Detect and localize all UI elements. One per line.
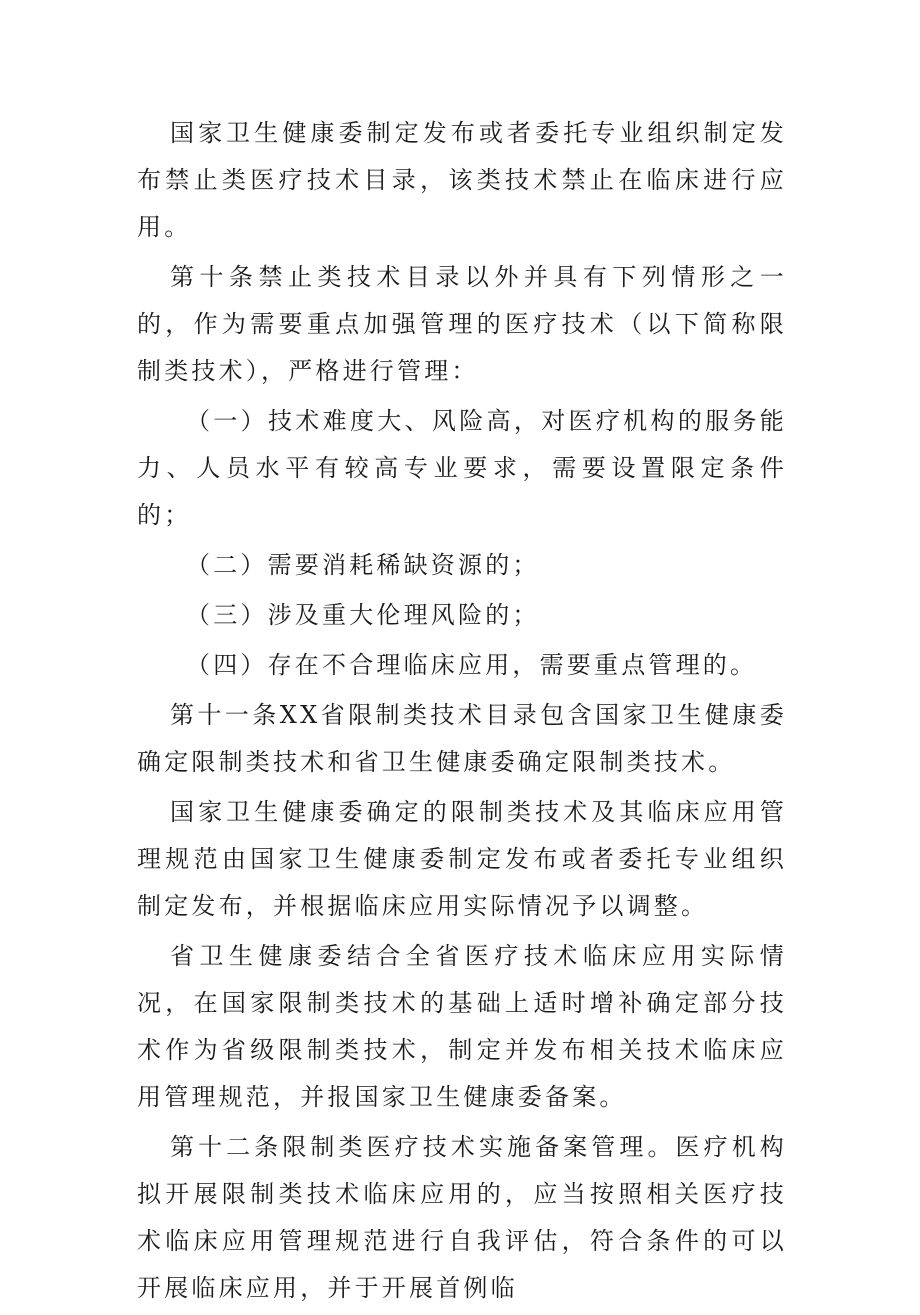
paragraph-5: （三）涉及重大伦理风险的； — [186, 601, 540, 629]
paragraph-6: （四）存在不合理临床应用，需要重点管理的。 — [186, 651, 758, 679]
paragraph-1: 国家卫生健康委制定发布或者委托专业组织制定发布禁止类医疗技术目录，该类技术禁止在临床进行应用。 — [137, 119, 787, 241]
paragraph-8: 国家卫生健康委确定的限制类技术及其临床应用管理规范由国家卫生健康委制定发布或者委托专业组织制定发布，并根据临床应用实际情况予以调整。 — [137, 798, 787, 920]
paragraph-7: 第十一条XX省限制类技术目录包含国家卫生健康委确定限制类技术和省卫生健康委确定限制类技术。 — [137, 701, 787, 776]
paragraph-10: 第十二条限制类医疗技术实施备案管理。医疗机构拟开展限制类技术临床应用的，应当按照相关医疗技术临床应用管理规范进行自我评估，符合条件的可以开展临床应用，并于开展首例临 — [137, 1133, 787, 1302]
paragraph-9: 省卫生健康委结合全省医疗技术临床应用实际情况，在国家限制类技术的基础上适时增补确定部分技术作为省级限制类技术，制定并发布相关技术临床应用管理规范，并报国家卫生健康委备案。 — [137, 942, 787, 1111]
document-body — [137, 110, 787, 1315]
paragraph-4: （二）需要消耗稀缺资源的； — [186, 551, 540, 579]
paragraph-3: （一）技术难度大、风险高，对医疗机构的服务能力、人员水平有较高专业要求，需要设置限定条件的； — [137, 407, 787, 529]
paragraph-2: 第十条禁止类技术目录以外并具有下列情形之一的，作为需要重点加强管理的医疗技术（以下简称限制类技术），严格进行管理： — [137, 263, 787, 385]
